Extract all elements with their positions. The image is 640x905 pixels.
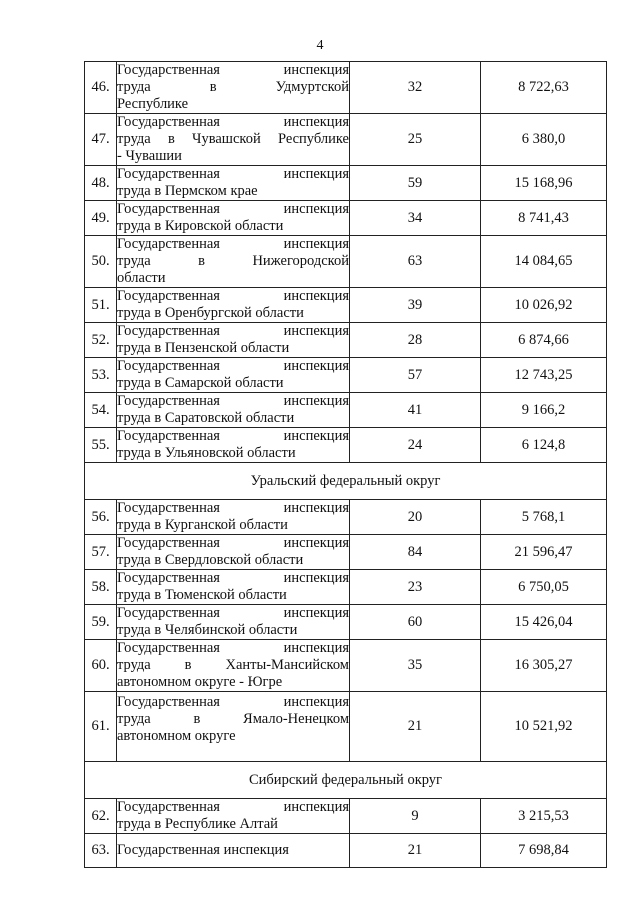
staff-count: 23 <box>350 570 481 605</box>
inspection-name <box>117 500 350 535</box>
amount: 16 305,27 <box>481 640 607 692</box>
inspection-name-line: труда в Ямало-Ненецком <box>117 711 349 727</box>
row-number: 51. <box>85 288 117 323</box>
table-row <box>85 288 607 323</box>
inspection-name-line: труда в Чувашской Республике <box>117 131 349 147</box>
inspection-name <box>117 236 350 288</box>
staff-count: 25 <box>350 114 481 166</box>
region-row <box>85 463 607 500</box>
inspection-name-line: Государственная инспекция <box>117 535 349 551</box>
amount: 8 741,43 <box>481 201 607 236</box>
row-number: 62. <box>85 799 117 834</box>
inspection-name-line: Государственная инспекция <box>117 236 349 252</box>
table-row <box>85 236 607 288</box>
staff-count: 28 <box>350 323 481 358</box>
inspection-name-line: области <box>117 270 166 286</box>
inspection-name-line: труда в Челябинской области <box>117 622 298 638</box>
row-number: 49. <box>85 201 117 236</box>
inspection-name-line: автономном округе - Югре <box>117 674 283 690</box>
inspection-name-line: Государственная инспекция <box>117 288 349 304</box>
row-number: 61. <box>85 692 117 762</box>
amount: 6 124,8 <box>481 428 607 463</box>
inspection-name-line: Государственная инспекция <box>117 114 349 130</box>
inspection-name-line: труда в Нижегородской <box>117 253 349 269</box>
amount: 15 168,96 <box>481 166 607 201</box>
staff-count: 34 <box>350 201 481 236</box>
inspection-name-line: Государственная инспекция <box>117 605 349 621</box>
inspection-name <box>117 62 350 114</box>
amount: 10 026,92 <box>481 288 607 323</box>
region-heading: Уральский федеральный округ <box>85 463 607 500</box>
amount: 3 215,53 <box>481 799 607 834</box>
inspection-name <box>117 358 350 393</box>
inspection-name-line: Государственная инспекция <box>117 694 349 710</box>
row-number: 57. <box>85 535 117 570</box>
inspection-name <box>117 166 350 201</box>
table-row <box>85 570 607 605</box>
table-row <box>85 323 607 358</box>
inspection-name <box>117 640 350 692</box>
inspection-name-line: труда в Удмуртской <box>117 79 349 95</box>
staff-count: 41 <box>350 393 481 428</box>
table-row <box>85 799 607 834</box>
inspection-name-line: труда в Оренбургской области <box>117 305 304 321</box>
inspection-name-line: труда в Пензенской области <box>117 340 290 356</box>
staff-count: 20 <box>350 500 481 535</box>
amount: 6 750,05 <box>481 570 607 605</box>
staff-count: 60 <box>350 605 481 640</box>
inspection-name-line: Государственная инспекция <box>117 166 349 182</box>
amount: 7 698,84 <box>481 834 607 868</box>
inspection-name-line: Государственная инспекция <box>117 62 349 78</box>
table-row <box>85 166 607 201</box>
staff-count: 57 <box>350 358 481 393</box>
inspection-name-line: труда в Кировской области <box>117 218 284 234</box>
table-body <box>85 62 607 868</box>
amount: 8 722,63 <box>481 62 607 114</box>
amount: 9 166,2 <box>481 393 607 428</box>
inspection-name <box>117 323 350 358</box>
inspection-name-line: труда в Саратовской области <box>117 410 295 426</box>
inspection-name-line: Государственная инспекция <box>117 799 349 815</box>
amount: 10 521,92 <box>481 692 607 762</box>
inspection-name-line: труда в Тюменской области <box>117 587 287 603</box>
staff-count: 32 <box>350 62 481 114</box>
inspection-name <box>117 834 350 868</box>
inspection-name-line: Государственная инспекция <box>117 323 349 339</box>
staff-count: 24 <box>350 428 481 463</box>
table-row <box>85 692 607 762</box>
row-number: 55. <box>85 428 117 463</box>
amount: 6 874,66 <box>481 323 607 358</box>
row-number: 47. <box>85 114 117 166</box>
staff-count: 59 <box>350 166 481 201</box>
table-row <box>85 834 607 868</box>
inspection-name <box>117 535 350 570</box>
staff-count: 39 <box>350 288 481 323</box>
inspection-name-line: автономном округе <box>117 728 236 744</box>
row-number: 52. <box>85 323 117 358</box>
inspection-name-line: - Чувашии <box>117 148 182 164</box>
inspection-name <box>117 288 350 323</box>
staff-count: 63 <box>350 236 481 288</box>
staff-count: 84 <box>350 535 481 570</box>
inspections-table <box>84 61 607 868</box>
region-heading: Сибирский федеральный округ <box>85 762 607 799</box>
inspection-name <box>117 428 350 463</box>
inspection-name-line: труда в Пермском крае <box>117 183 258 199</box>
inspection-name-line: труда в Курганской области <box>117 517 288 533</box>
row-number: 58. <box>85 570 117 605</box>
inspection-name <box>117 114 350 166</box>
inspection-name-line: труда в Самарской области <box>117 375 284 391</box>
row-number: 60. <box>85 640 117 692</box>
amount: 15 426,04 <box>481 605 607 640</box>
table-row <box>85 201 607 236</box>
inspection-name-line: Государственная инспекция <box>117 393 349 409</box>
amount: 6 380,0 <box>481 114 607 166</box>
table-row <box>85 535 607 570</box>
table-row <box>85 62 607 114</box>
inspection-name <box>117 201 350 236</box>
page-number: 4 <box>316 38 324 53</box>
inspection-name-line: Государственная инспекция <box>117 500 349 516</box>
inspection-name-line: труда в Ульяновской области <box>117 445 296 461</box>
inspection-name-line: труда в Ханты-Мансийском <box>117 657 349 673</box>
row-number: 48. <box>85 166 117 201</box>
inspection-name-line: Государственная инспекция <box>117 358 349 374</box>
inspection-name <box>117 570 350 605</box>
table-row <box>85 428 607 463</box>
inspection-name-line: Государственная инспекция <box>117 842 289 858</box>
staff-count: 9 <box>350 799 481 834</box>
staff-count: 21 <box>350 834 481 868</box>
row-number: 59. <box>85 605 117 640</box>
table-row <box>85 393 607 428</box>
inspection-name <box>117 605 350 640</box>
row-number: 50. <box>85 236 117 288</box>
amount: 5 768,1 <box>481 500 607 535</box>
staff-count: 21 <box>350 692 481 762</box>
row-number: 54. <box>85 393 117 428</box>
table-row <box>85 640 607 692</box>
amount: 14 084,65 <box>481 236 607 288</box>
inspection-name-line: Республике <box>117 96 189 112</box>
row-number: 46. <box>85 62 117 114</box>
inspection-name-line: Государственная инспекция <box>117 201 349 217</box>
table-row <box>85 114 607 166</box>
inspection-name-line: труда в Свердловской области <box>117 552 304 568</box>
row-number: 53. <box>85 358 117 393</box>
inspection-name-line: труда в Республике Алтай <box>117 816 278 832</box>
row-number: 63. <box>85 834 117 868</box>
inspection-name-line: Государственная инспекция <box>117 640 349 656</box>
row-number: 56. <box>85 500 117 535</box>
inspection-name <box>117 393 350 428</box>
table-row <box>85 605 607 640</box>
amount: 21 596,47 <box>481 535 607 570</box>
inspection-name <box>117 799 350 834</box>
table-row <box>85 500 607 535</box>
table-row <box>85 358 607 393</box>
inspection-name-line: Государственная инспекция <box>117 570 349 586</box>
staff-count: 35 <box>350 640 481 692</box>
region-row <box>85 762 607 799</box>
inspection-name <box>117 692 350 762</box>
inspection-name-line: Государственная инспекция <box>117 428 349 444</box>
amount: 12 743,25 <box>481 358 607 393</box>
